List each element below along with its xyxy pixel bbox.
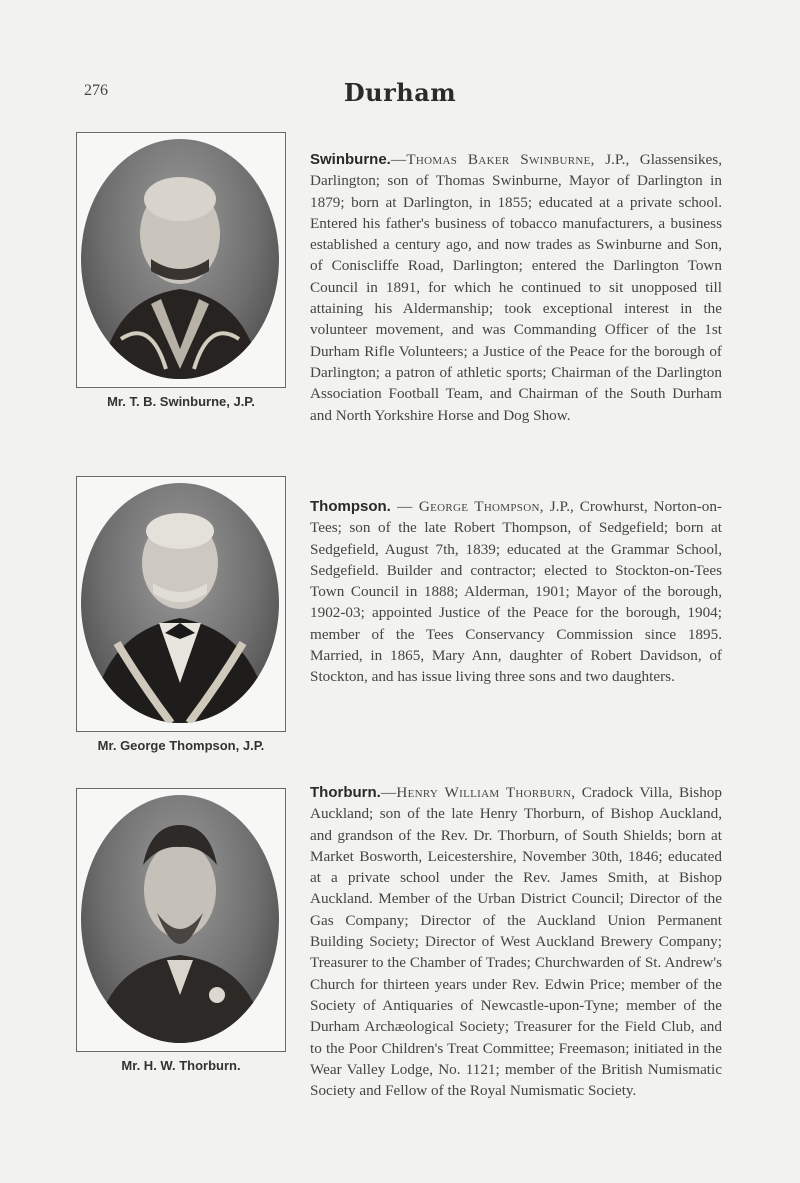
portrait-figure-icon xyxy=(81,795,279,1043)
entry-surname: Thompson. xyxy=(310,498,391,515)
portrait-photo xyxy=(81,483,279,723)
entry-surname: Swinburne. xyxy=(310,151,391,168)
entry-thorburn xyxy=(310,782,722,1101)
portrait-frame xyxy=(76,788,286,1052)
entry-fullname: — George Thompson, xyxy=(390,498,544,515)
entry-body: J.P., Glassensikes, Darlington; son of Thomas Swinburne, Mayor of Darlington in 1879; born at Darlington, in 1855; educated at a private school. Entered his father's business of tobacco manufacturers, a business established a century ago, and now trades as Swinburne and Son, of Coniscliffe Road, Darlington; entered the Darlington Town Council in 1891, for which he continued to sit unopposed till attaining his Aldermanship; took exceptional interest in the volunteer movement, and was Commanding Officer of the 1st Durham Rifle Volunteers; a Justice of the Peace for the borough of Darlington; a patron of athletic sports; Chairman of the Darlington Association Football Team, and Chairman of the South Durham and North Yorkshire Horse and Dog Show. xyxy=(310,151,722,424)
portrait-figure-icon xyxy=(81,139,279,379)
entry-body: J.P., Crowhurst, Norton-on-Tees; son of the late Robert Thompson, of Sedgefield; born at Sedgefield, August 7th, 1839; educated at the Grammar School, Sedgefield. Builder and contractor; elected to Stockton-on-Tees Town Council in 1888; Alderman, 1901; Mayor of the borough, 1902-03; appointed Justice of the Peace for the borough, 1904; member of the Tees Conservancy Commission since 1895. Married, in 1865, Mary Ann, daughter of Robert Davidson, of Stockton, and has issue living three sons and two daughters. xyxy=(310,498,722,686)
portrait-frame xyxy=(76,476,286,732)
entry-thompson xyxy=(310,496,722,688)
running-title: Durham xyxy=(343,78,457,107)
entry-fullname: —Thomas Baker Swinburne, xyxy=(390,151,595,168)
portrait-photo xyxy=(81,139,279,379)
page-header xyxy=(0,78,800,122)
entry-swinburne xyxy=(310,149,722,426)
portrait-frame xyxy=(76,132,286,388)
portrait-caption: Mr. H. W. Thorburn. xyxy=(121,1058,241,1073)
portrait-swinburne xyxy=(76,132,286,409)
portrait-figure-icon xyxy=(81,483,279,723)
portrait-caption: Mr. George Thompson, J.P. xyxy=(97,738,265,753)
entry-surname: Thorburn. xyxy=(310,784,381,801)
portrait-thorburn xyxy=(76,788,286,1073)
portrait-thompson xyxy=(76,476,286,753)
entry-body: Cradock Villa, Bishop Auckland; son of the late Henry Thorburn, of Bishop Auckland, and grandson of the Rev. Dr. Thorburn, of South Shields; born at Market Bosworth, Leicestershire, November 30th, 1846; educated at a private school under the Rev. James Smith, at Bishop Auckland. Member of the Urban District Council; Director of the Gas Company; Director of the Auckland Union Permanent Building Society; Director of West Auckland Brewery Company; Treasurer to the Chamber of Trades; Churchwarden of St. Andrew's Church for thirteen years under Rev. Edwin Price; member of the Society of Antiquaries of Newcastle-upon-Tyne; member of the Durham Archæological Society; Treasurer for the Field Club, and to the Poor Children's Treat Committee; Freemason; initiated in the Wear Valley Lodge, No. 1121; member of the British Numismatic Society and Fellow of the Royal Numismatic Society. xyxy=(310,784,722,1100)
page-number: 276 xyxy=(84,82,108,99)
portrait-caption: Mr. T. B. Swinburne, J.P. xyxy=(107,394,255,409)
portrait-photo xyxy=(81,795,279,1043)
entry-fullname: —Henry William Thorburn, xyxy=(380,784,576,801)
